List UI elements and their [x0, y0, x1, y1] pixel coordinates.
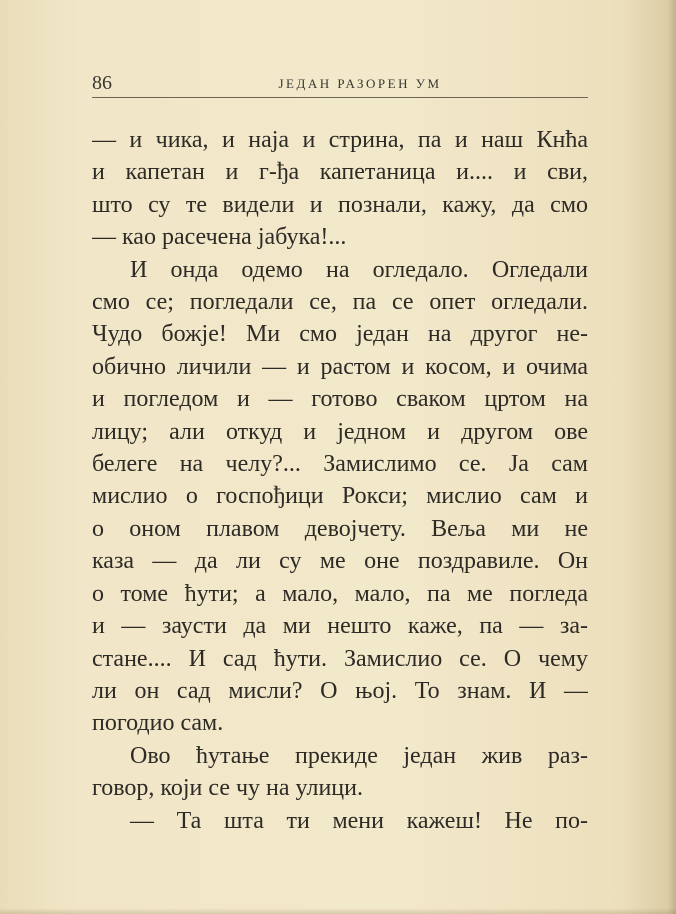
text-line: Ово ћутање прекиде један жив раз- — [130, 742, 588, 769]
text-line: и погледом и — готово сваком цртом на — [92, 386, 588, 413]
text-line: Чудо божје! Ми смо један на другог не- — [92, 321, 588, 348]
paragraph-1 — [92, 124, 588, 254]
text-line: каза — да ли су ме оне поздравиле. Он — [92, 548, 588, 575]
text-line: што су те видели и познали, кажу, да смо — [92, 191, 588, 218]
text-line: погодио сам. — [92, 710, 224, 737]
text-line: стане.... И сад ћути. Замислио се. О чему — [92, 645, 588, 672]
running-head: ЈЕДАН РАЗОРЕН УМ — [278, 76, 442, 91]
text-line: белеге на челу?... Замислимо се. Ја сам — [92, 451, 588, 478]
paragraph-3 — [92, 740, 588, 805]
body-text — [92, 124, 588, 837]
header-rule — [92, 97, 588, 98]
text-line: говор, који се чу на улици. — [92, 775, 363, 802]
text-line: обично личили — и растом и косом, и очима — [92, 353, 588, 380]
text-line: и капетан и г-ђа капетаница и.... и сви, — [92, 159, 588, 186]
page-edge-shadow — [668, 0, 676, 914]
text-line: — и чика, и наја и стрина, па и наш Кнћа — [92, 127, 588, 153]
page-bottom-shadow — [0, 908, 676, 914]
text-line: и — заусти да ми нешто каже, па — за- — [92, 613, 588, 640]
text-line: мислио о госпођици Рокси; мислио сам и — [92, 483, 588, 510]
text-line: смо се; погледали се, па се опет огледали. — [92, 289, 588, 316]
paragraph-4 — [92, 805, 588, 837]
text-line: о томе ћути; а мало, мало, па ме погледа — [92, 580, 588, 607]
text-line: И онда одемо на огледало. Огледали — [130, 256, 588, 283]
text-line: лицу; али откуд и једном и другом ове — [92, 418, 588, 445]
page-header — [92, 70, 588, 98]
paragraph-2 — [92, 254, 588, 740]
page-number: 86 — [92, 72, 112, 94]
text-line: ли он сад мисли? О њој. То знам. И — — [92, 677, 588, 704]
text-line: — Та шта ти мени кажеш! Не по- — [130, 807, 588, 834]
text-line: о оном плавом девојчету. Веља ми не — [92, 515, 588, 542]
text-line: — као расечена јабука!... — [92, 224, 347, 251]
